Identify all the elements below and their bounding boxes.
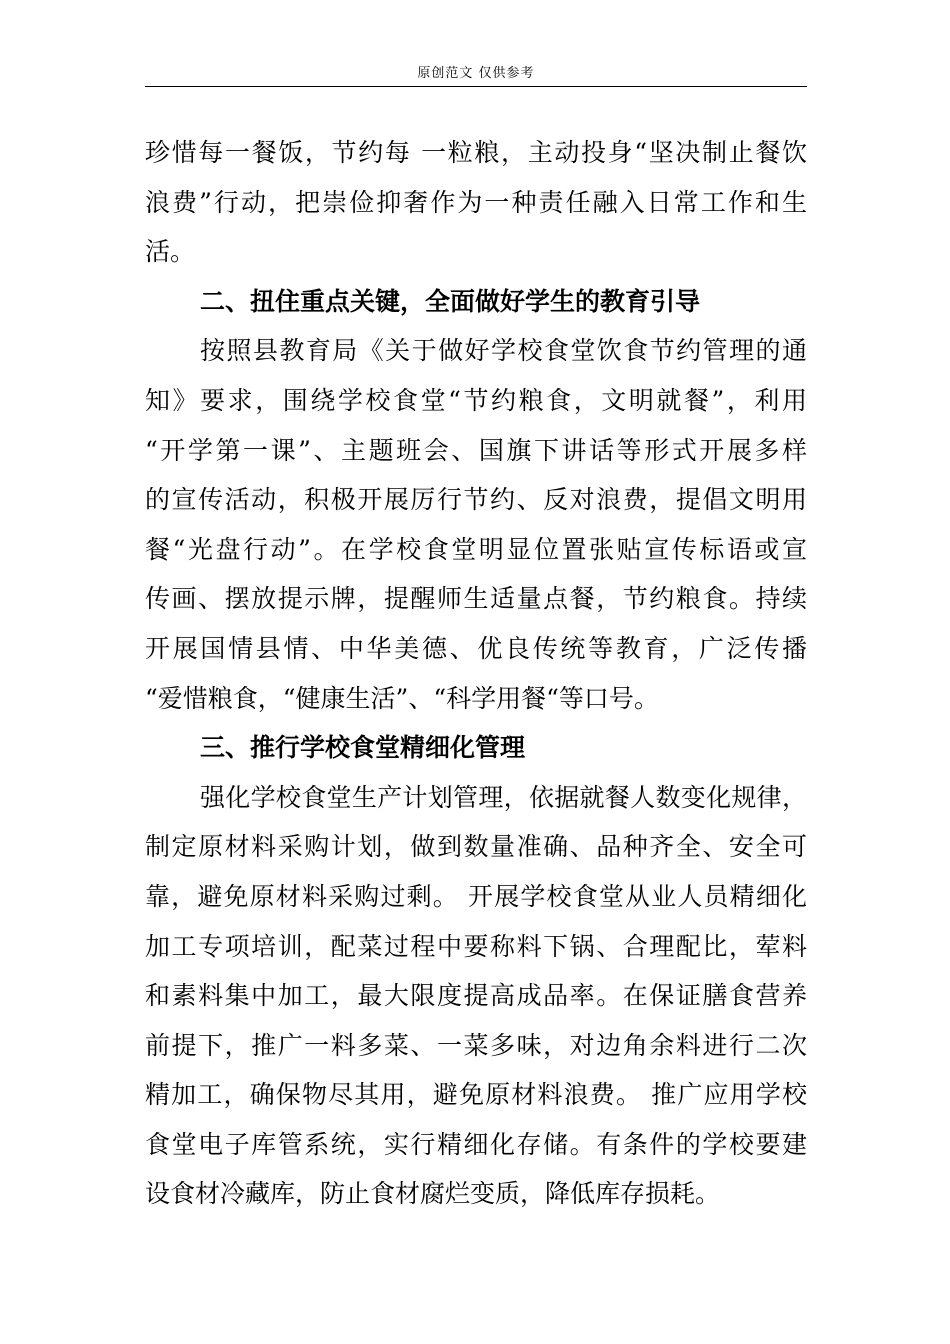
paragraph-line: “爱惜粮食，“健康生活”、“科学用餐“等口号。 xyxy=(145,683,659,713)
paragraph-line: 开展国情县情、中华美德、优良传统等教育，广泛传播 xyxy=(145,633,807,663)
paragraph-line: 餐“光盘行动”。在学校食堂明显位置张贴宣传标语或宣 xyxy=(145,534,807,564)
paragraph-line: 和素料集中加工，最大限度提高成品率。在保证膳食营养 xyxy=(145,981,807,1011)
section-heading-2: 二、扭住重点关键，全面做好学生的教育引导 xyxy=(200,286,701,316)
paragraph-line: “开学第一课”、主题班会、国旗下讲话等形式开展多样 xyxy=(145,435,807,465)
paragraph-line: 珍惜每一餐饭，节约每 一粒粮，主动投身“坚决制止餐饮 xyxy=(145,138,807,167)
header-text: 原创范文 仅供参考 xyxy=(417,66,535,81)
paragraph-line: 靠，避免原材料采购过剩。 开展学校食堂从业人员精细化 xyxy=(145,881,807,911)
paragraph-line: 强化学校食堂生产计划管理，依据就餐人数变化规律， xyxy=(200,782,807,812)
paragraph-line: 的宣传活动，积极开展厉行节约、反对浪费，提倡文明用 xyxy=(145,485,807,515)
paragraph-line: 按照县教育局《关于做好学校食堂饮食节约管理的通 xyxy=(200,336,807,366)
paragraph-line: 传画、摆放提示牌，提醒师生适量点餐，节约粮食。持续 xyxy=(145,584,807,614)
paragraph-line: 浪费”行动，把崇俭抑奢作为一种责任融入日常工作和生 xyxy=(145,187,807,217)
page-header xyxy=(145,64,807,88)
header-rule xyxy=(145,86,807,87)
paragraph-line: 制定原材料采购计划，做到数量准确、品种齐全、安全可 xyxy=(145,832,807,862)
paragraph-line: 精加工，确保物尽其用，避免原材料浪费。 推广应用学校 xyxy=(145,1080,807,1110)
paragraph-line: 前提下，推广一料多菜、一菜多味，对边角余料进行二次 xyxy=(145,1030,807,1060)
paragraph-line: 食堂电子库管系统，实行精细化存储。有条件的学校要建 xyxy=(145,1129,807,1159)
paragraph-line: 设食材冷藏库，防止食材腐烂变质，降低库存损耗。 xyxy=(145,1179,721,1209)
paragraph-line: 活。 xyxy=(145,237,196,267)
paragraph-line: 加工专项培训，配菜过程中要称料下锅、合理配比，荤料 xyxy=(145,931,807,961)
paragraph-line: 知》要求，围绕学校食堂“节约粮食，文明就餐”，利用 xyxy=(145,385,807,415)
section-heading-3: 三、推行学校食堂精细化管理 xyxy=(200,733,526,763)
document-body xyxy=(145,128,807,1219)
